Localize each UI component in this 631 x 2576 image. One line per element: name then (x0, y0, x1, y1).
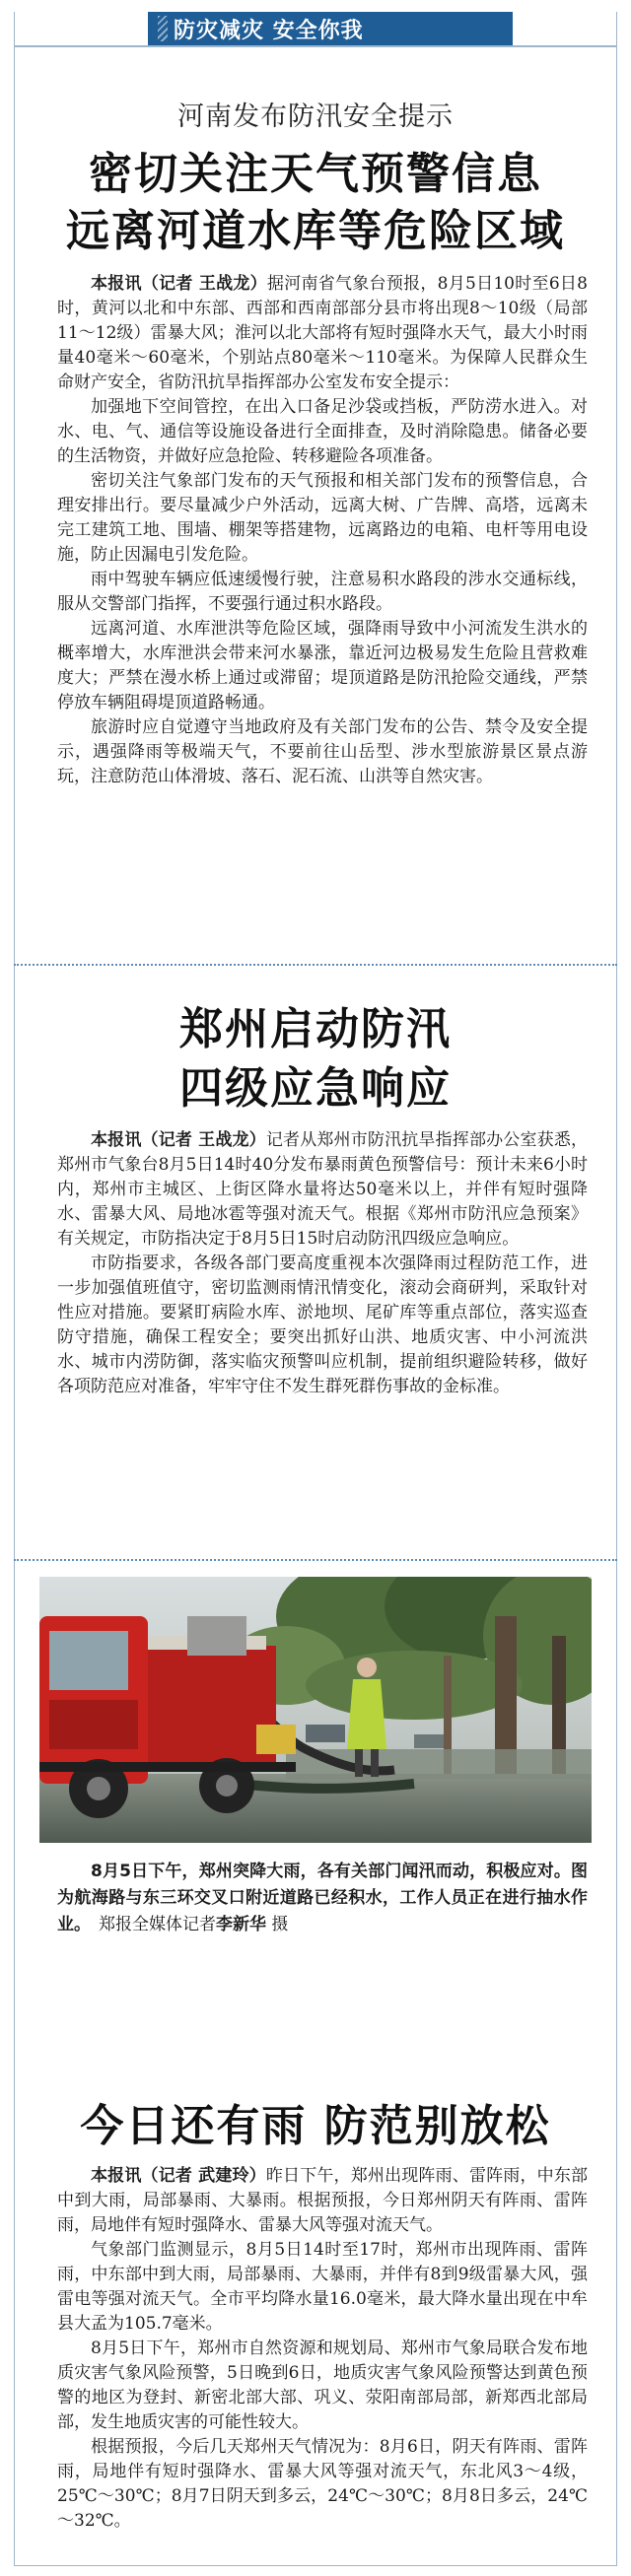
story2-body (57, 1128, 588, 1399)
photo-credit-name: 李新华 (216, 1915, 266, 1934)
distant-vehicle (414, 1734, 444, 1748)
news-photo (39, 1577, 592, 1843)
story1-paragraph: 加强地下空间管控，在出入口备足沙袋或挡板，严防涝水进入。对水、电、气、通信等设施设备进行全面排查，及时消除隐患。储备必要的生活物资，并做好应急抢险、转移避险各项准备。 (57, 397, 588, 466)
banner-stripes-decoration (158, 16, 168, 41)
story2-headline-line1: 郑州启动防汛 (179, 1004, 452, 1054)
section-divider (14, 1559, 617, 1561)
story1-paragraph: 旅游时应自觉遵守当地政府及有关部门发布的公告、禁令及安全提示，遇强降雨等极端天气，不要前往山岳型、涉水型旅游景区景点游玩，注意防范山体滑坡、落石、泥石流、山洪等自然灾害。 (57, 717, 588, 786)
story1-paragraph: 密切关注气象部门发布的天气预报和相关部门发布的预警信息，合理安排出行。要尽量减少户外活动，远离大树、广告牌、高塔，远离未完工建筑工地、围墙、棚架等搭建物，远离路边的电箱、电杆等用电设施，防止因漏电引发危险。 (57, 471, 588, 565)
story1-paragraph: 本报讯（记者 王战龙）据河南省气象台预报，8月5日10时至6日8时，黄河以北和中东部、西部和西南部部分县市将出现8～10级（局部11～12级）雷暴大风；淮河以北大部将有短时强降水天气，最大小时雨量40毫米～60毫米，个别站点80毫米～110毫米。为保障人民群众生命财产安全，省防汛抗旱指挥部办公室发布安全提示： (57, 274, 588, 392)
story1-kicker: 河南发布防汛安全提示 (177, 102, 454, 132)
tree-foliage (227, 1577, 592, 1720)
pump-hose-lower (237, 1784, 414, 1789)
story1-byline: 本报讯（记者 王战龙） (91, 274, 267, 294)
story1-body (57, 272, 588, 789)
section-banner (148, 12, 513, 45)
story3-headline: 今日还有雨 防范别放松 (80, 2101, 551, 2151)
story1-headline-line1: 密切关注天气预警信息 (89, 149, 542, 199)
story1-paragraph: 雨中驾驶车辆应低速缓慢行驶，注意易积水路段的涉水交通标线，服从交警部门指挥，不要强行通过积水路段。 (57, 570, 588, 614)
story3-paragraph: 根据预报，今后几天郑州天气情况为：8月6日，阴天有阵雨、雷阵雨，局地伴有短时强降水、雷暴大风等强对流天气，东北风3～4级，25℃～30℃；8月7日阴天到多云，24℃～30℃；8月8日多云，24℃～32℃。 (57, 2437, 588, 2531)
story3-byline: 本报讯（记者 武建玲） (91, 2166, 266, 2186)
photo-caption-text: 8月5日下午，郑州突降大雨，各有关部门闻汛而动，积极应对。图为航海路与东三环交叉口附近道路已经积水，工作人员正在进行抽水作业。 (57, 1862, 588, 1934)
story3-paragraph: 气象部门监测显示，8月5日14时至17时，郑州市出现阵雨、雷阵雨，中东部中到大雨，局部暴雨、大暴雨，并伴有8到9级雷暴大风，强雷电等强对流天气。全市平均降水量16.0毫米，最大降水量出现在中牟县大孟为105.7毫米。 (57, 2240, 588, 2334)
story2-paragraph: 本报讯（记者 王战龙）记者从郑州市防汛抗旱指挥部办公室获悉，郑州市气象台8月5日14时40分发布暴雨黄色预警信号：预计未来6小时内，郑州市主城区、上街区降水量将达50毫米以上，并伴有短时强降水、雷暴大风、局地冰雹等强对流天气。根据《郑州市防汛应急预案》有关规定，市防指决定于8月5日15时启动防汛四级应急响应。 (57, 1130, 589, 1249)
section-divider (14, 964, 617, 966)
story2-headline-line2: 四级应急响应 (179, 1063, 452, 1114)
distant-vehicle (306, 1725, 345, 1742)
story3-paragraph: 8月5日下午，郑州市自然资源和规划局、郑州市气象局联合发布地质灾害气象风险预警，5日晚到6日，地质灾害气象风险预警达到黄色预警的地区为登封、新密北部大部、巩义、荥阳南部局部，新郑西北部局部，发生地质灾害的可能性较大。 (57, 2339, 588, 2432)
story3-paragraph: 本报讯（记者 武建玲）昨日下午，郑州出现阵雨、雷阵雨，中东部中到大雨，局部暴雨、大暴雨。根据预报，今日郑州阴天有阵雨、雷阵雨，局地伴有短时强降水、雷暴大风等强对流天气。 (57, 2166, 589, 2235)
story1-paragraph: 远离河道、水库泄洪等危险区域，强降雨导致中小河流发生洪水的概率增大，水库泄洪会带来河水暴涨，靠近河边极易发生危险且营救难度大；严禁在漫水桥上通过或滞留；堤顶道路是防汛抢险交通线，严禁停放车辆阻碍堤顶道路畅通。 (57, 619, 588, 712)
flood-pumping-illustration (39, 1577, 592, 1843)
top-rule (14, 45, 617, 47)
story1-headline (14, 146, 617, 260)
story1-headline-line2: 远离河道水库等危险区域 (66, 206, 565, 256)
section-banner-title: 防灾减灾 安全你我 (174, 18, 364, 43)
photo-credit: 郑报全媒体记者李新华 摄 (99, 1915, 289, 1934)
photo-caption (57, 1859, 588, 1938)
story2-paragraph: 市防指要求，各级各部门要高度重视本次强降雨过程防范工作，进一步加强值班值守，密切监测雨情汛情变化，滚动会商研判，采取针对性应对措施。要紧盯病险水库、淤地坝、尾矿库等重点部位，落实巡查防守措施，确保工程安全；要突出抓好山洪、地质灾害、中小河流洪水、城市内涝防御，落实临灾预警叫应机制，提前组织避险转移，做好各项防范应对准备，牢牢守住不发生群死群伤事故的金标准。 (57, 1254, 588, 1396)
story2-byline: 本报讯（记者 王战龙） (91, 1130, 266, 1150)
story3-body (57, 2164, 588, 2534)
story2-headline (14, 1000, 617, 1119)
